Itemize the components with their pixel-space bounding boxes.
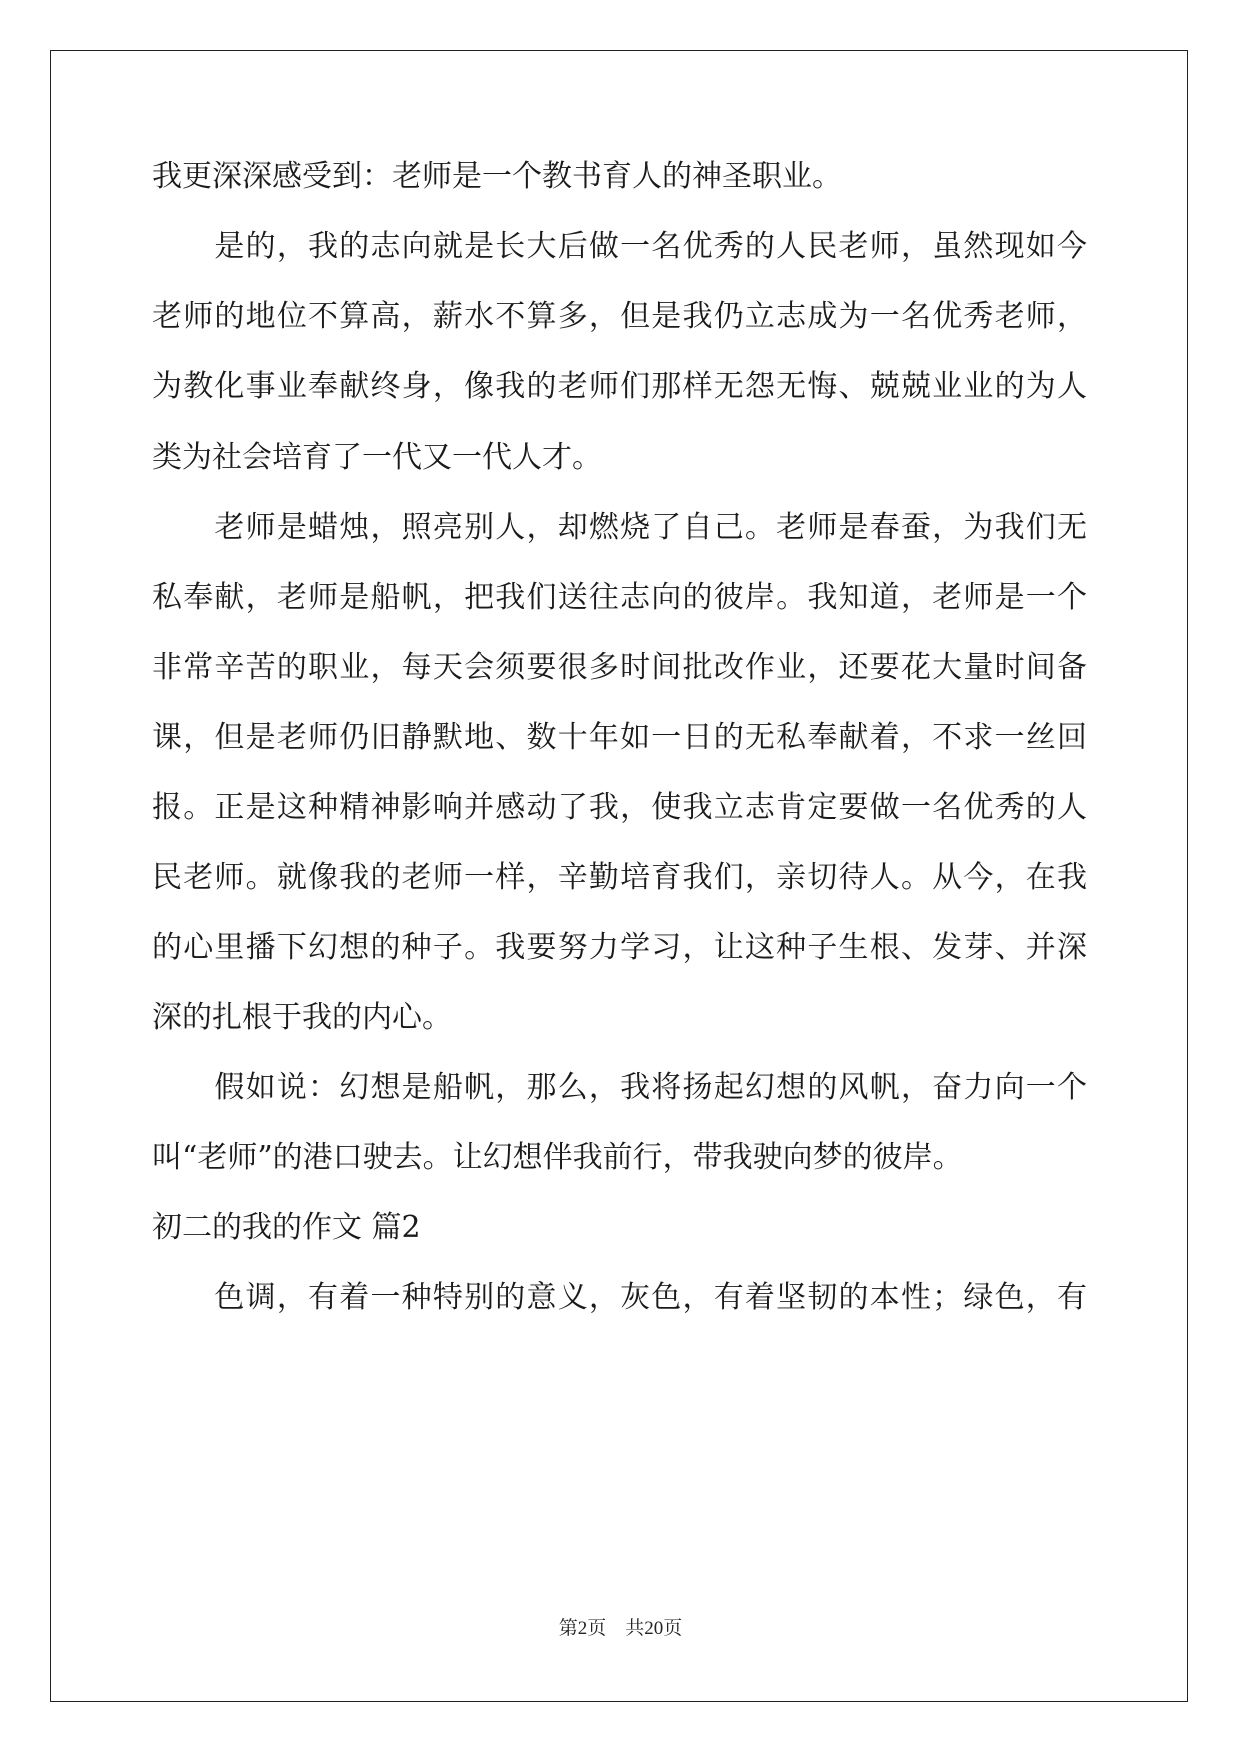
text-line-8: 非常辛苦的职业，每天会须要很多时间批改作业，还要花大量时间备 — [152, 650, 1087, 685]
text-line-6: 老师是蜡烛，照亮别人，却燃烧了自己。老师是春蚕，为我们无 — [152, 510, 1087, 545]
text-line-2: 是的，我的志向就是长大后做一名优秀的人民老师，虽然现如今 — [152, 229, 1087, 264]
text-line-3: 老师的地位不算高，薪水不算多，但是我仍立志成为一名优秀老师， — [152, 299, 1087, 334]
text-line-7: 私奉献，老师是船帆，把我们送往志向的彼岸。我知道，老师是一个 — [152, 580, 1087, 615]
text-line-1: 我更深深感受到：老师是一个教书育人的神圣职业。 — [152, 159, 842, 194]
text-line-14: 假如说：幻想是船帆，那么，我将扬起幻想的风帆，奋力向一个 — [152, 1070, 1087, 1105]
text-line-15: 叫“老师”的港口驶去。让幻想伴我前行，带我驶向梦的彼岸。 — [152, 1140, 963, 1175]
text-line-12: 的心里播下幻想的种子。我要努力学习，让这种子生根、发芽、并深 — [152, 930, 1087, 965]
text-line-5: 类为社会培育了一代又一代人才。 — [152, 440, 602, 475]
text-line-4: 为教化事业奉献终身，像我的老师们那样无怨无悔、兢兢业业的为人 — [152, 369, 1087, 404]
text-line-11: 民老师。就像我的老师一样，辛勤培育我们，亲切待人。从今，在我 — [152, 860, 1087, 895]
page-number: 第2页 — [558, 1618, 607, 1639]
text-line-10: 报。正是这种精神影响并感动了我，使我立志肯定要做一名优秀的人 — [152, 790, 1087, 825]
text-line-17: 色调，有着一种特别的意义，灰色，有着坚韧的本性；绿色，有 — [152, 1280, 1087, 1315]
section-heading: 初二的我的作文 篇2 — [152, 1210, 421, 1245]
text-line-9: 课，但是老师仍旧静默地、数十年如一日的无私奉献着，不求一丝回 — [152, 720, 1087, 755]
page-footer — [0, 1617, 1241, 1641]
text-line-13: 深的扎根于我的内心。 — [152, 1000, 452, 1035]
page-total: 共20页 — [625, 1618, 683, 1639]
